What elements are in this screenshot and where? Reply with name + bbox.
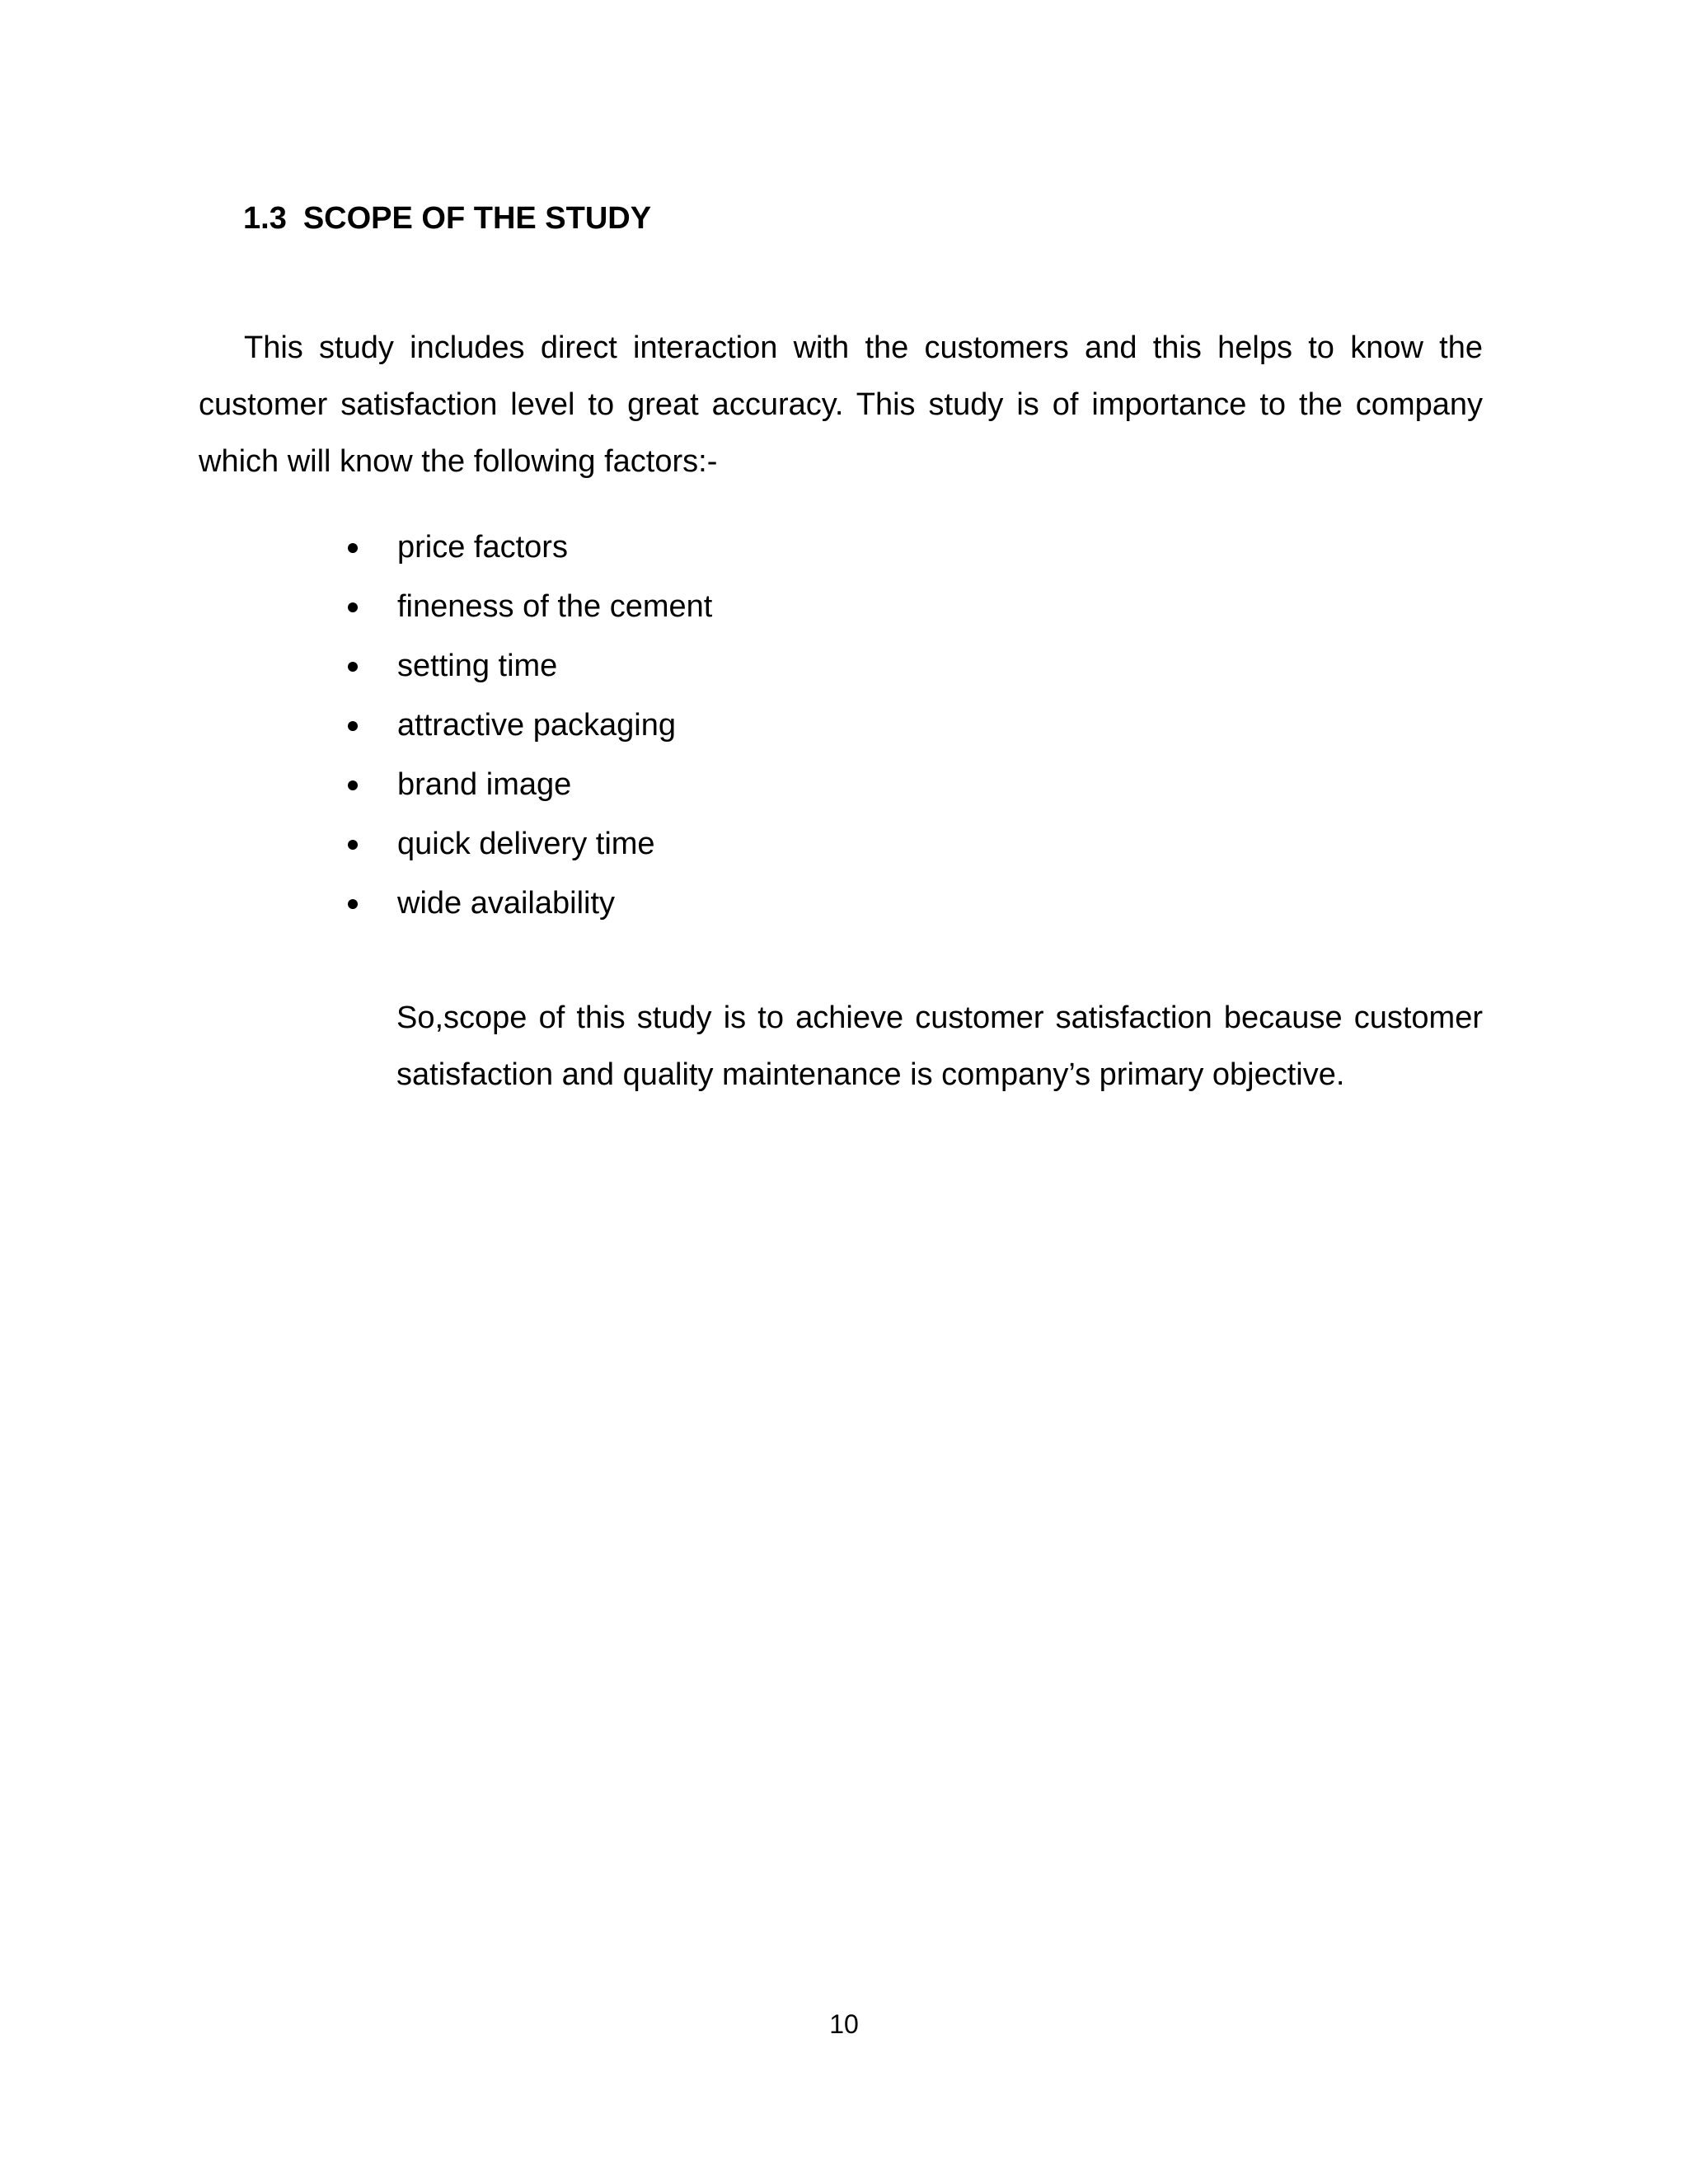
bullet-icon xyxy=(348,721,358,731)
section-number: 1.3 xyxy=(243,201,287,236)
bullet-icon xyxy=(348,780,358,790)
list-item-text: attractive packaging xyxy=(397,708,676,743)
bullet-icon xyxy=(348,899,358,909)
list-item-text: quick delivery time xyxy=(397,827,655,861)
page-number: 10 xyxy=(829,2009,859,2039)
bullet-icon xyxy=(348,840,358,850)
list-item-text: fineness of the cement xyxy=(397,589,713,624)
section-title: SCOPE OF THE STUDY xyxy=(302,201,652,236)
conclusion-paragraph: So,scope of this study is to achieve customer satisfaction because customer satisfaction and quality maintenance is company’s primary objective. xyxy=(396,1001,1483,1092)
bullet-icon xyxy=(348,662,358,672)
intro-paragraph: This study includes direct interaction with the customers and this helps to know the customer satisfaction level to great accuracy. This study is of importance to the company which will know the following factors:- xyxy=(199,330,1483,479)
section-heading xyxy=(243,198,651,239)
list-item-text: setting time xyxy=(397,649,558,683)
list-item-text: brand image xyxy=(397,767,572,802)
bullet-icon xyxy=(348,543,358,553)
list-item-text: wide availability xyxy=(397,886,616,921)
list-item-text: price factors xyxy=(397,530,568,565)
bullet-icon xyxy=(348,602,358,612)
